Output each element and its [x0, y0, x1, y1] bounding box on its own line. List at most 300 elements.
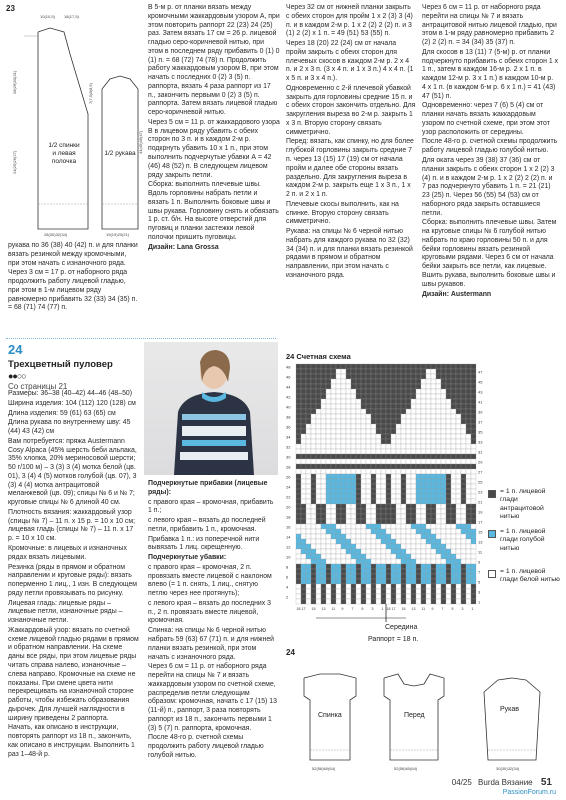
chart-cell: [296, 534, 301, 539]
chart-cell: [336, 544, 341, 549]
chart-cell: [306, 464, 311, 469]
chart-cell: [356, 409, 361, 414]
chart-cell: [351, 374, 356, 379]
chart-cell: [321, 444, 326, 449]
chart-cell: [326, 444, 331, 449]
chart-cell: [421, 544, 426, 549]
chart-cell: [391, 379, 396, 384]
diagram-number: 23: [6, 4, 15, 13]
chart-cell: [321, 589, 326, 594]
chart-cell: [341, 384, 346, 389]
chart-cell: [301, 454, 306, 459]
chart-cell: [371, 474, 376, 479]
chart-cell: [386, 594, 391, 599]
chart-cell: [401, 469, 406, 474]
chart-cell: [441, 439, 446, 444]
chart-cell: [426, 484, 431, 489]
chart-cell: [311, 519, 316, 524]
chart-cell: [336, 464, 341, 469]
chart-cell: [416, 454, 421, 459]
chart-cell: [456, 594, 461, 599]
chart-cell: [381, 404, 386, 409]
chart-cell: [331, 419, 336, 424]
chart-cell: [346, 599, 351, 604]
chart-cell: [346, 574, 351, 579]
chart-cell: [391, 534, 396, 539]
chart-cell: [386, 554, 391, 559]
chart-cell: [406, 364, 411, 369]
chart-cell: [301, 369, 306, 374]
chart-cell: [311, 434, 316, 439]
chart-cell: [471, 549, 476, 554]
chart-cell: [406, 589, 411, 594]
chart-cell: [366, 434, 371, 439]
chart-cell: [401, 474, 406, 479]
chart-cell: [336, 404, 341, 409]
chart-cell: [386, 584, 391, 589]
chart-cell: [311, 559, 316, 564]
chart-cell: [451, 529, 456, 534]
chart-cell: [371, 559, 376, 564]
chart-cell: [336, 589, 341, 594]
chart-cell: [361, 459, 366, 464]
chart-cell: [346, 369, 351, 374]
chart-cell: [371, 479, 376, 484]
chart-cell: [316, 499, 321, 504]
chart-cell: [346, 474, 351, 479]
chart-cell: [461, 384, 466, 389]
chart-cell: [386, 379, 391, 384]
difficulty-dots: ●●○○: [8, 370, 26, 381]
chart-cell: [461, 399, 466, 404]
chart-cell: [391, 599, 396, 604]
chart-cell: [426, 379, 431, 384]
chart-cell: [461, 524, 466, 529]
chart-cell: [366, 444, 371, 449]
chart-cell: [361, 504, 366, 509]
chart-cell: [341, 419, 346, 424]
chart-cell: [366, 479, 371, 484]
chart-cell: [371, 444, 376, 449]
row-number-right: 29: [478, 459, 483, 465]
chart-cell: [401, 579, 406, 584]
chart-cell: [376, 559, 381, 564]
chart-cell: [381, 564, 386, 569]
chart-cell: [326, 534, 331, 539]
chart-cell: [386, 549, 391, 554]
chart-cell: [366, 554, 371, 559]
chart-cell: [371, 364, 376, 369]
chart-cell: [471, 414, 476, 419]
chart-cell: [411, 434, 416, 439]
chart-cell: [336, 524, 341, 529]
chart-cell: [331, 494, 336, 499]
chart-cell: [316, 554, 321, 559]
chart-cell: [311, 369, 316, 374]
chart-cell: [371, 574, 376, 579]
chart-cell: [381, 589, 386, 594]
chart-cell: [466, 449, 471, 454]
chart-cell: [441, 444, 446, 449]
chart-cell: [321, 479, 326, 484]
chart-cell: [446, 569, 451, 574]
chart-cell: [316, 429, 321, 434]
col-number: 15: [401, 607, 406, 611]
chart-cell: [346, 589, 351, 594]
chart-cell: [311, 439, 316, 444]
chart-cell: [391, 449, 396, 454]
chart-cell: [341, 444, 346, 449]
chart-cell: [376, 589, 381, 594]
chart-cell: [341, 484, 346, 489]
chart-cell: [371, 564, 376, 569]
chart-cell: [351, 399, 356, 404]
col-number: 13: [321, 607, 326, 611]
chart-cell: [361, 439, 366, 444]
chart-cell: [311, 379, 316, 384]
chart-cell: [346, 519, 351, 524]
chart-cell: [471, 484, 476, 489]
chart-cell: [441, 379, 446, 384]
chart-cell: [406, 539, 411, 544]
chart-cell: [311, 459, 316, 464]
chart-cell: [416, 379, 421, 384]
chart-cell: [411, 444, 416, 449]
chart-cell: [446, 504, 451, 509]
chart-cell: [421, 579, 426, 584]
chart-cell: [471, 569, 476, 574]
chart-cell: [371, 414, 376, 419]
chart-cell: [321, 474, 326, 479]
chart-cell: [311, 479, 316, 484]
chart-cell: [416, 434, 421, 439]
chart-cell: [406, 504, 411, 509]
chart-cell: [346, 379, 351, 384]
chart-cell: [366, 514, 371, 519]
row-number-right: 5: [478, 579, 481, 585]
chart-cell: [306, 524, 311, 529]
chart-cell: [441, 499, 446, 504]
chart-cell: [371, 434, 376, 439]
chart-cell: [311, 489, 316, 494]
chart-cell: [441, 404, 446, 409]
chart-cell: [366, 599, 371, 604]
chart-cell: [451, 439, 456, 444]
chart-cell: [306, 454, 311, 459]
chart-cell: [411, 579, 416, 584]
chart-cell: [376, 554, 381, 559]
chart-cell: [396, 414, 401, 419]
chart-cell: [456, 509, 461, 514]
chart-cell: [396, 534, 401, 539]
chart-cell: [346, 414, 351, 419]
chart-cell: [311, 524, 316, 529]
chart-cell: [356, 579, 361, 584]
chart-cell: [336, 449, 341, 454]
chart-cell: [456, 559, 461, 564]
chart-cell: [406, 469, 411, 474]
chart-cell: [306, 569, 311, 574]
chart-cell: [426, 594, 431, 599]
chart-cell: [341, 374, 346, 379]
text-col1-top: рукава по 36 (38) 40 (42) п. и для планки вязать резинкой между кромочными, при этом начать с изнаночного ряда. Через 3 см = 17 р. от наборного ряда продолжить работу лицевой гладью, при этом в 1-м лицевом ряду равномерно прибавить 32 (33) 34 (35) п. = 68 (71) 74 (77) п.: [8, 242, 138, 312]
chart-cell: [441, 494, 446, 499]
chart-cell: [411, 494, 416, 499]
chart-cell: [381, 579, 386, 584]
chart-cell: [436, 429, 441, 434]
chart-cell: [436, 499, 441, 504]
chart-cell: [356, 504, 361, 509]
chart-cell: [396, 424, 401, 429]
chart-cell: [431, 414, 436, 419]
chart-cell: [371, 409, 376, 414]
chart-cell: [346, 394, 351, 399]
chart-cell: [346, 439, 351, 444]
row-number-left: 20: [286, 504, 291, 510]
chart-cell: [381, 394, 386, 399]
chart-cell: [461, 539, 466, 544]
row-number-right: 47: [478, 369, 483, 375]
chart-cell: [301, 479, 306, 484]
row-number-left: 36: [286, 424, 291, 430]
chart-cell: [351, 529, 356, 534]
chart-cell: [376, 444, 381, 449]
chart-cell: [366, 439, 371, 444]
chart-cell: [391, 494, 396, 499]
chart-cell: [296, 594, 301, 599]
chart-cell: [406, 564, 411, 569]
chart-cell: [341, 424, 346, 429]
chart-cell: [436, 434, 441, 439]
chart-cell: [331, 369, 336, 374]
chart-cell: [296, 519, 301, 524]
chart-cell: [311, 424, 316, 429]
chart-cell: [326, 584, 331, 589]
chart-cell: [356, 379, 361, 384]
chart-cell: [421, 499, 426, 504]
chart-cell: [471, 564, 476, 569]
chart-cell: [316, 479, 321, 484]
chart-cell: [356, 539, 361, 544]
chart-cell: [296, 599, 301, 604]
chart-cell: [376, 454, 381, 459]
chart-cell: [426, 574, 431, 579]
pattern-24-header: [8, 342, 138, 393]
chart-cell: [321, 454, 326, 459]
chart-cell: [466, 429, 471, 434]
row-number-left: 28: [286, 464, 291, 470]
chart-cell: [371, 549, 376, 554]
row-number-left: 38: [286, 414, 291, 420]
chart-cell: [351, 369, 356, 374]
chart-cell: [311, 399, 316, 404]
chart-cell: [306, 439, 311, 444]
chart-cell: [441, 419, 446, 424]
chart-cell: [366, 584, 371, 589]
row-number-left: 46: [286, 374, 291, 380]
chart-cell: [301, 494, 306, 499]
chart-cell: [471, 589, 476, 594]
chart-cell: [306, 484, 311, 489]
row-number-left: 12: [286, 544, 291, 550]
chart-cell: [381, 554, 386, 559]
row-number-right: 39: [478, 409, 483, 415]
chart-cell: [336, 374, 341, 379]
chart-cell: [461, 464, 466, 469]
chart-cell: [351, 429, 356, 434]
chart-cell: [316, 594, 321, 599]
chart-cell: [411, 394, 416, 399]
chart-cell: [416, 424, 421, 429]
col-number: 1: [381, 607, 384, 611]
chart-cell: [421, 434, 426, 439]
chart-cell: [446, 584, 451, 589]
chart-cell: [416, 544, 421, 549]
chart-cell: [341, 394, 346, 399]
chart-cell: [301, 429, 306, 434]
chart-cell: [396, 524, 401, 529]
chart-cell: [456, 539, 461, 544]
chart-cell: [431, 579, 436, 584]
chart-cell: [351, 379, 356, 384]
chart-cell: [331, 559, 336, 564]
chart-cell: [431, 594, 436, 599]
chart-cell: [386, 369, 391, 374]
chart-cell: [356, 434, 361, 439]
chart-cell: [441, 574, 446, 579]
chart-cell: [461, 529, 466, 534]
chart-cell: [396, 379, 401, 384]
chart-cell: [466, 424, 471, 429]
chart-cell: [386, 524, 391, 529]
chart-cell: [466, 419, 471, 424]
section-divider: [6, 338, 276, 339]
chart-cell: [326, 399, 331, 404]
chart-cell: [316, 524, 321, 529]
chart-cell: [306, 489, 311, 494]
chart-cell: [441, 569, 446, 574]
chart-cell: [456, 499, 461, 504]
chart-cell: [381, 504, 386, 509]
chart-cell: [441, 424, 446, 429]
chart-cell: [416, 599, 421, 604]
row-number-left: 24: [286, 484, 291, 490]
chart-cell: [361, 589, 366, 594]
chart-cell: [426, 469, 431, 474]
chart-cell: [346, 479, 351, 484]
chart-cell: [316, 464, 321, 469]
chart-cell: [346, 374, 351, 379]
chart-cell: [471, 479, 476, 484]
chart-cell: [441, 449, 446, 454]
chart-cell: [456, 489, 461, 494]
chart-cell: [386, 479, 391, 484]
chart-cell: [421, 554, 426, 559]
chart-cell: [356, 574, 361, 579]
chart-cell: [366, 404, 371, 409]
chart-cell: [391, 469, 396, 474]
chart-cell: [446, 514, 451, 519]
chart-cell: [441, 484, 446, 489]
chart-cell: [371, 524, 376, 529]
chart-cell: [446, 364, 451, 369]
chart-cell: [441, 559, 446, 564]
chart-cell: [366, 454, 371, 459]
chart-cell: [401, 499, 406, 504]
chart-cell: [396, 374, 401, 379]
chart-cell: [341, 414, 346, 419]
magazine-name: Burda Вязание: [478, 778, 533, 788]
chart-cell: [451, 459, 456, 464]
chart-cell: [331, 529, 336, 534]
chart-cell: [321, 544, 326, 549]
row-number-right: 41: [478, 399, 483, 405]
chart-cell: [381, 459, 386, 464]
chart-cell: [401, 444, 406, 449]
chart-cell: [416, 474, 421, 479]
chart-cell: [326, 394, 331, 399]
chart-cell: [321, 584, 326, 589]
chart-cell: [376, 384, 381, 389]
chart-cell: [421, 509, 426, 514]
chart-cell: [406, 549, 411, 554]
chart-cell: [426, 364, 431, 369]
chart-cell: [376, 499, 381, 504]
chart-cell: [331, 564, 336, 569]
chart-cell: [426, 454, 431, 459]
row-number-right: 27: [478, 469, 483, 475]
chart-cell: [341, 499, 346, 504]
chart-cell: [316, 579, 321, 584]
chart-cell: [421, 424, 426, 429]
chart-cell: [326, 459, 331, 464]
chart-cell: [356, 394, 361, 399]
chart-cell: [381, 429, 386, 434]
chart-cell: [411, 589, 416, 594]
chart-cell: [391, 489, 396, 494]
chart-cell: [451, 584, 456, 589]
chart-cell: [426, 529, 431, 534]
chart-cell: [326, 524, 331, 529]
chart-cell: [436, 439, 441, 444]
chart-cell: [411, 439, 416, 444]
chart-cell: [391, 574, 396, 579]
chart-cell: [396, 469, 401, 474]
chart-cell: [471, 489, 476, 494]
chart-cell: [426, 399, 431, 404]
chart-cell: [446, 539, 451, 544]
chart-cell: [411, 499, 416, 504]
chart-cell: [466, 454, 471, 459]
chart-cell: [401, 379, 406, 384]
chart-cell: [451, 474, 456, 479]
chart-cell: [391, 559, 396, 564]
chart-cell: [471, 394, 476, 399]
chart-cell: [451, 509, 456, 514]
chart-cell: [346, 489, 351, 494]
chart-cell: [336, 444, 341, 449]
chart-cell: [416, 469, 421, 474]
chart-cell: [381, 409, 386, 414]
chart-cell: [341, 454, 346, 459]
chart-cell: [356, 554, 361, 559]
chart-cell: [466, 444, 471, 449]
chart-cell: [441, 434, 446, 439]
chart-cell: [321, 574, 326, 579]
chart-cell: [466, 469, 471, 474]
chart-cell: [326, 409, 331, 414]
chart-cell: [386, 399, 391, 404]
